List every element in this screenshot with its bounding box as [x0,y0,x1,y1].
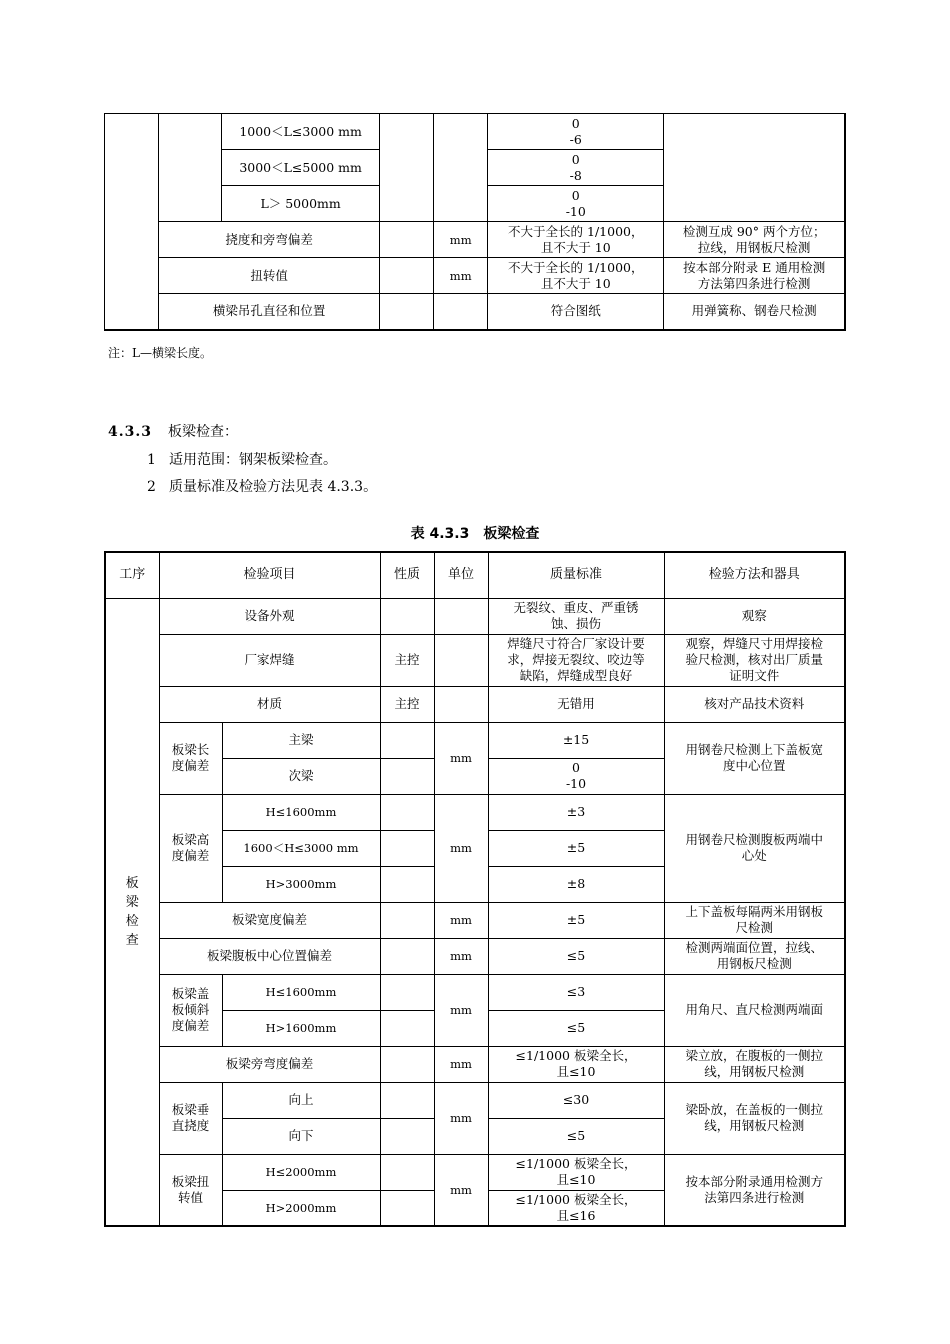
item-cell: 3000＜L≤5000 mm [222,150,380,186]
unit-cell [434,114,488,222]
header-nature: 性质 [380,552,434,598]
standard-cell: ≤1/1000 板梁全长， 且≤16 [488,1190,664,1226]
list-item: 2 质量标准及检验方法见表 4.3.3。 [147,479,378,495]
nature-cell [380,938,434,974]
standard-cell: ≤30 [488,1082,664,1118]
sub-item-cell: 向下 [222,1118,380,1154]
header-unit: 单位 [434,552,488,598]
unit-cell [434,634,488,686]
table-header-row [105,552,845,598]
nature-cell [380,758,434,794]
standard-cell: ≤3 [488,974,664,1010]
group-cell [159,114,222,222]
sub-item-cell: 1600＜H≤3000 mm [222,830,380,866]
unit-cell: mm [434,974,488,1046]
group-cell: 板梁长 度偏差 [159,722,222,794]
method-cell [664,114,845,222]
nature-cell [380,722,434,758]
process-cell [105,114,159,330]
standard-cell: ≤1/1000 板梁全长， 且≤10 [488,1046,664,1082]
header-standard: 质量标准 [488,552,664,598]
nature-cell [380,1082,434,1118]
method-cell: 用钢卷尺检测上下盖板宽 度中心位置 [664,722,845,794]
method-cell: 观察 [664,598,845,634]
section-heading [108,421,238,441]
item-cell: 板梁宽度偏差 [159,902,380,938]
nature-cell [380,1010,434,1046]
standard-cell: 0 -6 [488,114,664,150]
method-cell: 观察，焊缝尺寸用焊接检 验尺检测，核对出厂质量 证明文件 [664,634,845,686]
table-row [105,974,845,1010]
group-cell: 板梁盖 板倾斜 度偏差 [159,974,222,1046]
sub-item-cell: H≤2000mm [222,1154,380,1190]
nature-cell [380,222,434,258]
method-cell: 用弹簧称、钢卷尺检测 [664,294,845,330]
nature-cell [380,1118,434,1154]
standard-cell: ±5 [488,830,664,866]
sub-item-cell: 次梁 [222,758,380,794]
beam-inspection-table [104,551,846,1227]
nature-cell [380,866,434,902]
standard-cell: 0 -8 [488,150,664,186]
table-row [105,598,845,634]
group-cell: 板梁扭 转值 [159,1154,222,1226]
unit-cell: mm [434,902,488,938]
unit-cell: mm [434,222,488,258]
nature-cell [380,114,434,222]
process-char: 板 梁 检 查 [125,875,139,948]
group-cell: 板梁高 度偏差 [159,794,222,902]
nature-cell [380,794,434,830]
table-row [105,1082,845,1118]
item-cell: 厂家焊缝 [159,634,380,686]
nature-cell [380,1154,434,1190]
unit-cell: mm [434,722,488,794]
unit-cell: mm [434,938,488,974]
standard-cell: 0 -10 [488,186,664,222]
standard-cell: ≤5 [488,1118,664,1154]
method-cell: 检测两端面位置，拉线、 用钢板尺检测 [664,938,845,974]
standard-cell: 焊缝尺寸符合厂家设计要 求，焊接无裂纹、咬边等 缺陷，焊缝成型良好 [488,634,664,686]
standard-cell: 符合图纸 [488,294,664,330]
section-title: 板梁检查： [167,424,238,440]
nature-cell [380,1190,434,1226]
table-row [105,722,845,758]
nature-cell [380,974,434,1010]
standard-cell: 不大于全长的 1/1000， 且不大于 10 [488,222,664,258]
nature-cell: 主控 [380,686,434,722]
method-cell: 按本部分附录 E 通用检测 方法第四条进行检测 [664,258,845,294]
table-row [105,686,845,722]
sub-item-cell: H>3000mm [222,866,380,902]
standard-cell: 无裂纹、重皮、严重锈 蚀、损伤 [488,598,664,634]
method-cell: 上下盖板每隔两米用钢板 尺检测 [664,902,845,938]
sub-item-cell: H>1600mm [222,1010,380,1046]
table-row [105,634,845,686]
table-caption: 表 4.3.3 板梁检查 [410,526,540,542]
header-item: 检验项目 [159,552,380,598]
standard-cell: 0 -10 [488,758,664,794]
nature-cell [380,294,434,330]
table-row [105,902,845,938]
sub-item-cell: 主梁 [222,722,380,758]
nature-cell [380,1046,434,1082]
unit-cell: mm [434,1046,488,1082]
method-cell: 梁立放，在腹板的一侧拉 线，用钢板尺检测 [664,1046,845,1082]
nature-cell [380,902,434,938]
standard-cell: 不大于全长的 1/1000， 且不大于 10 [488,258,664,294]
standard-cell: ±15 [488,722,664,758]
nature-cell [380,598,434,634]
table-row [105,1154,845,1190]
standard-cell: ±8 [488,866,664,902]
table-row [105,938,845,974]
table-row [105,794,845,830]
sub-item-cell: H≤1600mm [222,794,380,830]
standard-cell: ±3 [488,794,664,830]
unit-cell: mm [434,1154,488,1226]
unit-cell [434,686,488,722]
item-cell: 横梁吊孔直径和位置 [159,294,380,330]
item-cell: 设备外观 [159,598,380,634]
item-cell: 扭转值 [159,258,380,294]
table-note: 注：L—横梁长度。 [108,346,212,360]
nature-cell [380,258,434,294]
method-cell: 核对产品技术资料 [664,686,845,722]
header-process: 工序 [105,552,159,598]
method-cell: 用角尺、直尺检测两端面 [664,974,845,1046]
item-cell: 板梁腹板中心位置偏差 [159,938,380,974]
nature-cell [380,830,434,866]
sub-item-cell: H>2000mm [222,1190,380,1226]
item-cell: L＞ 5000mm [222,186,380,222]
standard-cell: ≤5 [488,938,664,974]
continued-inspection-table [104,113,846,331]
unit-cell [434,294,488,330]
method-cell: 用钢卷尺检测腹板两端中 心处 [664,794,845,902]
item-cell: 挠度和旁弯偏差 [159,222,380,258]
list-item: 1 适用范围：钢架板梁检查。 [147,452,337,468]
sub-item-cell: H≤1600mm [222,974,380,1010]
standard-cell: ≤1/1000 板梁全长， 且≤10 [488,1154,664,1190]
standard-cell: ±5 [488,902,664,938]
table-row [105,1046,845,1082]
standard-cell: ≤5 [488,1010,664,1046]
process-label [105,598,159,1226]
method-cell: 检测互成 90° 两个方位； 拉线，用钢板尺检测 [664,222,845,258]
header-method: 检验方法和器具 [664,552,845,598]
unit-cell: mm [434,258,488,294]
method-cell: 按本部分附录通用检测方 法第四条进行检测 [664,1154,845,1226]
method-cell: 梁卧放，在盖板的一侧拉 线，用钢板尺检测 [664,1082,845,1154]
sub-item-cell: 向上 [222,1082,380,1118]
section-number: 4.3.3 [108,424,152,440]
unit-cell: mm [434,1082,488,1154]
standard-cell: 无错用 [488,686,664,722]
unit-cell [434,598,488,634]
item-cell: 板梁旁弯度偏差 [159,1046,380,1082]
item-cell: 材质 [159,686,380,722]
group-cell: 板梁垂 直挠度 [159,1082,222,1154]
nature-cell: 主控 [380,634,434,686]
unit-cell: mm [434,794,488,902]
item-cell: 1000＜L≤3000 mm [222,114,380,150]
